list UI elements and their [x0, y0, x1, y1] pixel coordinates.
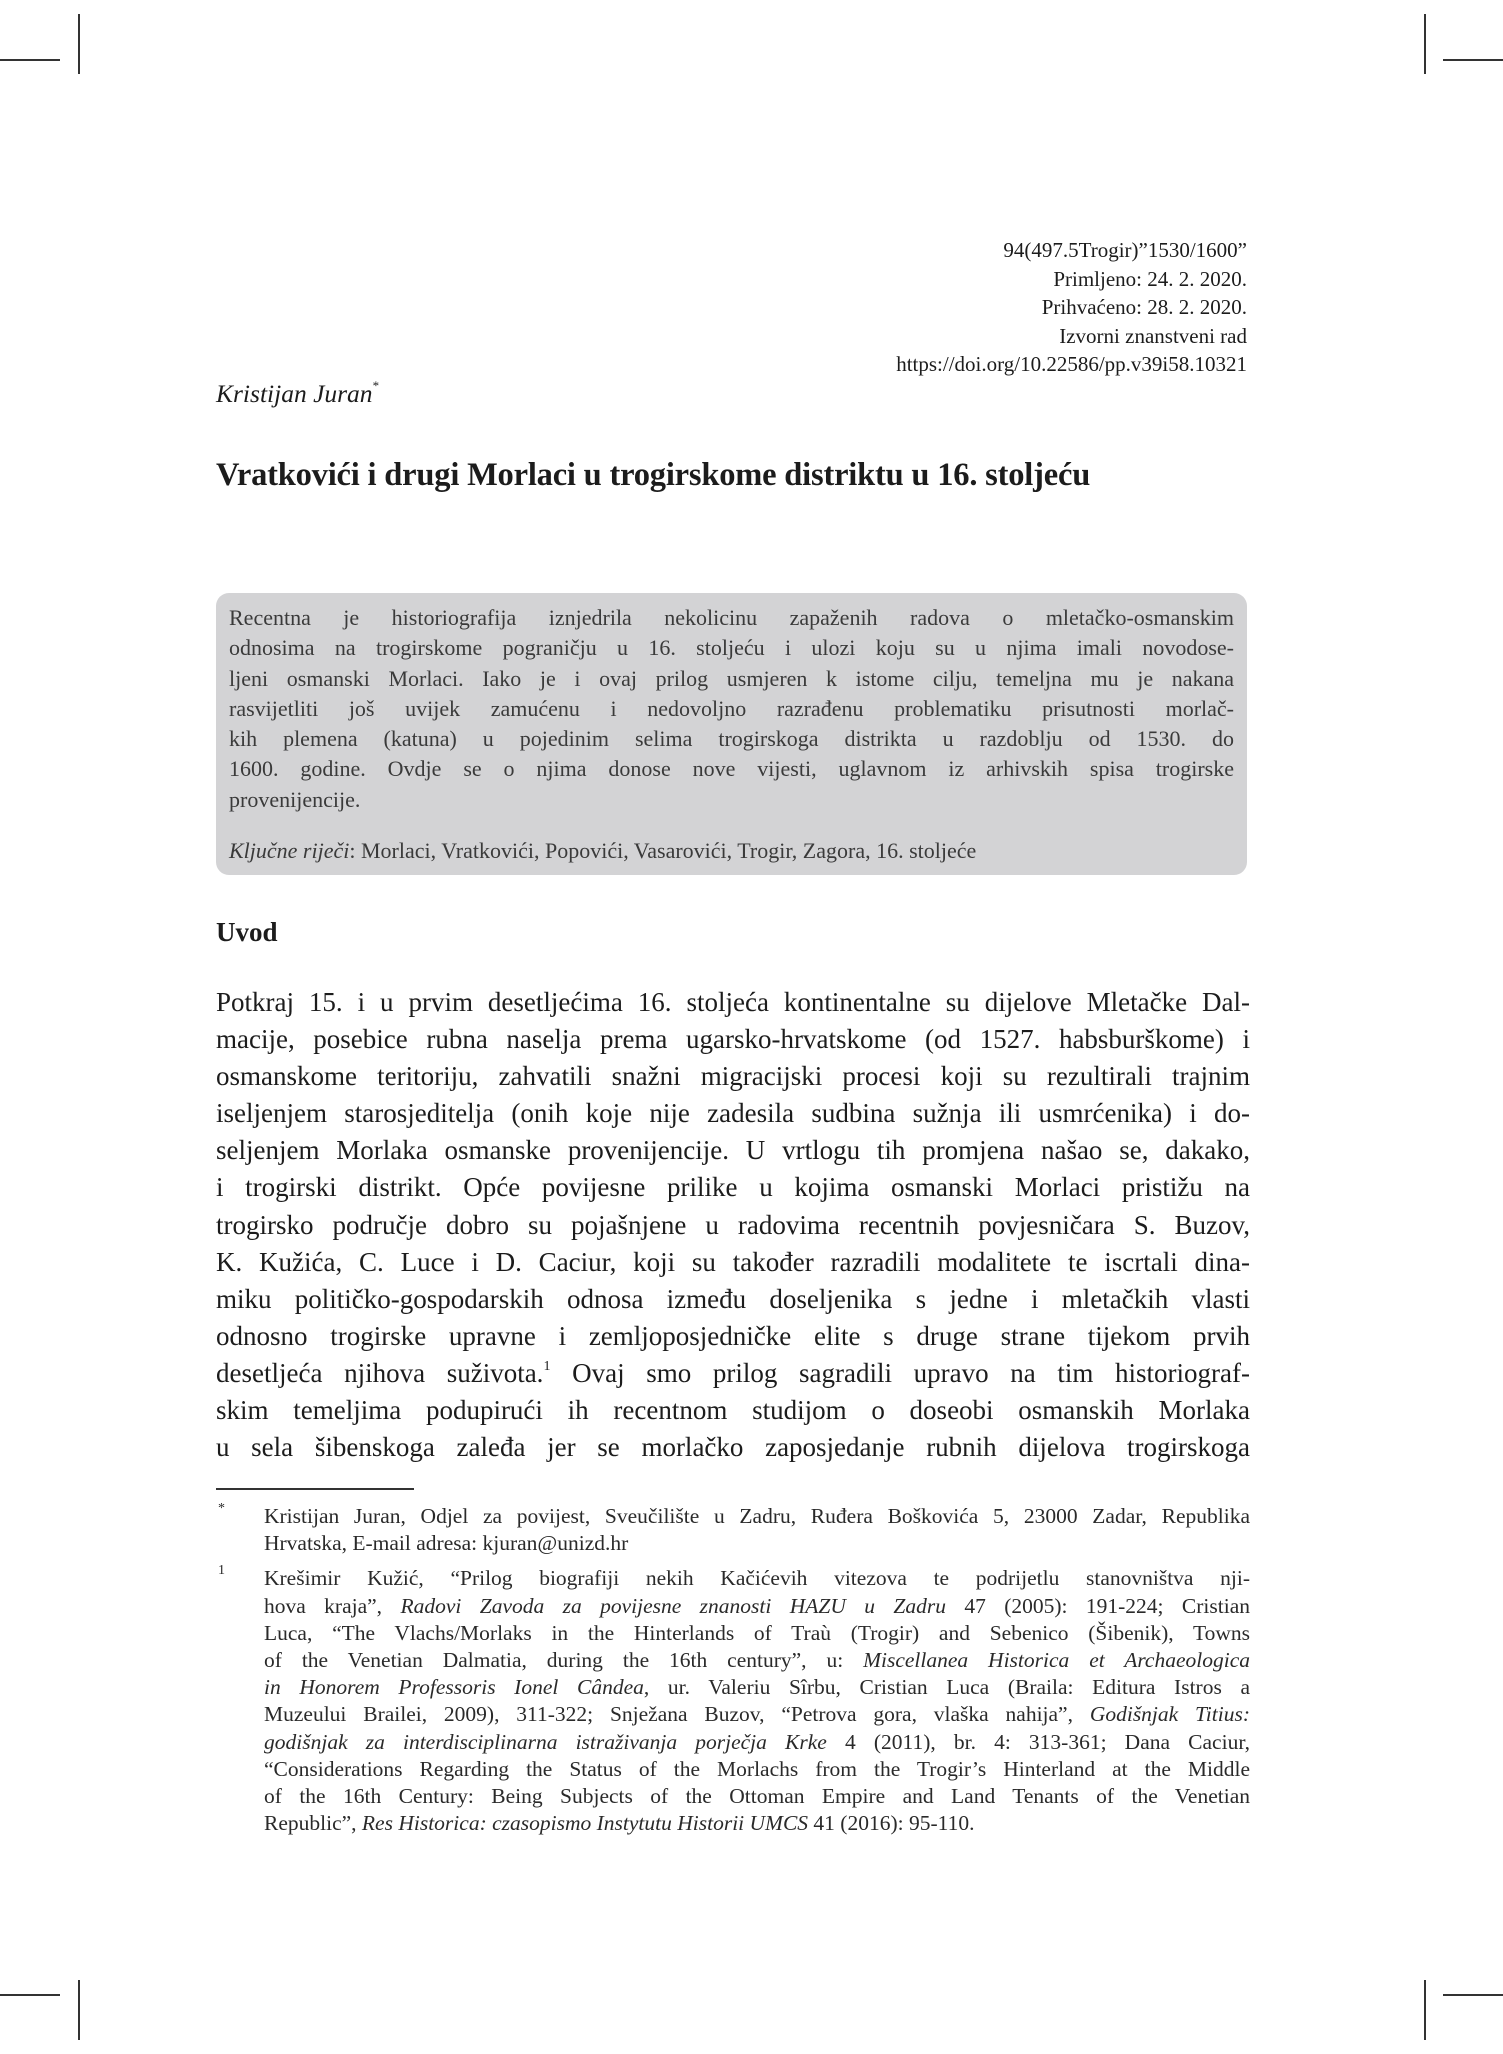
body-line	[216, 1355, 1250, 1392]
crop-mark-top-right-horizontal	[1443, 59, 1503, 61]
footnote-reference[interactable]: 1	[543, 1358, 551, 1374]
author-name	[216, 378, 379, 409]
footnote-line	[264, 1701, 1250, 1728]
footnote-italic-segment: godišnjak za interdisciplinarna istraživanja porječja Krke	[264, 1729, 827, 1754]
footnote-line: Luca, “The Vlachs/Morlaks in the Hinterlands of Traù (Trogir) and Sebenico (Šibenik), Towns	[264, 1620, 1250, 1645]
footnote-line	[264, 1810, 1250, 1837]
crop-mark-bottom-right-vertical	[1424, 1980, 1426, 2040]
paper-type: Izvorni znanstveni rad	[1059, 323, 1247, 348]
crop-mark-top-right-vertical	[1424, 14, 1426, 74]
footnote-italic-segment: in Honorem Professoris Ionel Cândea	[264, 1675, 644, 1700]
footnote-segment: Republic”,	[264, 1811, 362, 1836]
body-line: osmanskome teritoriju, zahvatili snažni migracijski procesi koji su rezultirali trajnim	[216, 1061, 1250, 1092]
footnote-line: of the 16th Century: Being Subjects of the Ottoman Empire and Land Tenants of the Venetian	[264, 1783, 1250, 1808]
footnote-mark: 1	[218, 1563, 225, 1579]
footnote-segment: 47 (2005): 191-224; Cristian	[945, 1593, 1250, 1618]
accepted-date: Prihvaćeno: 28. 2. 2020.	[1041, 295, 1247, 319]
body-text-segment: desetljeća njihova suživota.	[216, 1357, 544, 1388]
footnote-segment: Muzeului Brailei, 2009), 311-322; Snježana Buzov, “Petrova gora, vlaška nahija”,	[264, 1702, 1090, 1727]
body-line: miku političko-gospodarskih odnosa između doseljenika s jedne i mletačkih vlasti	[216, 1283, 1250, 1314]
footnote-line: Hrvatska, E-mail adresa: kjuran@unizd.hr	[264, 1531, 629, 1556]
keywords	[229, 836, 1234, 866]
footnote-line: Krešimir Kužić, “Prilog biografiji nekih Kačićevih vitezova te podrijetlu stanovništva nji-	[264, 1566, 1250, 1591]
abstract-line: Recentna je historiografija iznjedrila nekolicinu zapaženih radova o mletačko-osmanskim	[229, 605, 1234, 630]
footnote-line	[264, 1593, 1250, 1620]
body-line: i trogirski distrikt. Opće povijesne prilike u kojima osmanski Morlaci pristižu na	[216, 1172, 1250, 1203]
udc-code: 94(497.5Trogir)”1530/1600”	[1003, 238, 1247, 262]
author-footnote-mark: *	[372, 378, 380, 393]
abstract-line: rasvijetliti još uvijek zamućenu i nedovoljno razrađenu problematiku prisutnosti morlač-	[229, 695, 1234, 721]
article-title: Vratkovići i drugi Morlaci u trogirskome distriktu u 16. stoljeću	[216, 457, 1091, 493]
crop-mark-bottom-left-vertical	[78, 1980, 80, 2040]
crop-mark-top-left-horizontal	[0, 59, 60, 61]
footnote-italic-segment: Res Historica: czasopismo Instytutu Historii UMCS	[361, 1811, 809, 1836]
keywords-list: : Morlaci, Vratkovići, Popovići, Vasarovići, Trogir, Zagora, 16. stoljeće	[349, 838, 977, 864]
body-line: macije, posebice rubna naselja prema ugarsko-hrvatskome (od 1527. habsburškome) i	[216, 1024, 1250, 1055]
abstract-line: odnosima na trogirskome pograničju u 16. stoljeću i ulozi koju su u njima imali novodose-	[229, 635, 1234, 661]
keywords-label: Ključne riječi	[229, 838, 350, 864]
body-line: K. Kužića, C. Luce i D. Caciur, koji su također razradili modalitete te iscrtali dina-	[216, 1246, 1250, 1277]
footnote-segment: hova kraja”,	[264, 1593, 401, 1618]
abstract-line: kih plemena (katuna) u pojedinim selima trogirskoga distrikta u razdoblju od 1530. do	[229, 726, 1234, 752]
abstract-line: provenijencije.	[229, 786, 361, 812]
crop-mark-bottom-left-horizontal	[0, 1994, 60, 1996]
footnote-line	[264, 1674, 1250, 1701]
footnote-italic-segment: Godišnjak Titius:	[1089, 1702, 1250, 1727]
crop-mark-bottom-right-horizontal	[1443, 1994, 1503, 1996]
doi-link[interactable]: https://doi.org/10.22586/pp.v39i58.10321	[896, 352, 1247, 376]
footnote-mark: *	[218, 1501, 225, 1516]
footnote-line	[264, 1729, 1250, 1756]
body-line: trogirsko područje dobro su pojašnjene u radovima recentnih povjesničara S. Buzov,	[216, 1209, 1250, 1240]
footnotes	[216, 1503, 1250, 1845]
body-line: seljenjem Morlaka osmanske provenijencije. U vrtlogu tih promjena našao se, dakako,	[216, 1135, 1250, 1166]
footnote-italic-segment: Miscellanea Historica et Archaeologica	[863, 1647, 1250, 1672]
body-line: Potkraj 15. i u prvim desetljećima 16. stoljeća kontinentalne su dijelove Mletačke Dal-	[216, 987, 1250, 1017]
article-metadata	[896, 236, 1247, 379]
abstract-line: 1600. godine. Ovdje se o njima donose nove vijesti, uglavnom iz arhivskih spisa trogirske	[229, 756, 1234, 782]
body-line: skim temeljima podupirući ih recentnom studijom o doseobi osmanskih Morlaka	[216, 1395, 1250, 1426]
received-date: Primljeno: 24. 2. 2020.	[1053, 266, 1247, 291]
footnote-line: Kristijan Juran, Odjel za povijest, Sveučilište u Zadru, Ruđera Boškovića 5, 23000 Zadar, Republika	[264, 1504, 1250, 1528]
body-text-segment: Ovaj smo prilog sagradili upravo na tim historiograf-	[550, 1357, 1250, 1388]
footnote-author	[216, 1503, 1250, 1557]
footnote-segment: 41 (2016): 95-110.	[808, 1811, 975, 1836]
footnote-segment: , ur. Valeriu Sîrbu, Cristian Luca (Braila: Editura Istros a	[643, 1675, 1250, 1700]
footnote-line	[264, 1647, 1250, 1674]
crop-mark-top-left-vertical	[78, 14, 80, 74]
abstract-box	[216, 593, 1247, 875]
footnote-1	[216, 1565, 1250, 1837]
body-line: u sela šibenskoga zaleđa jer se morlačko zaposjedanje rubnih dijelova trogirskoga	[216, 1432, 1250, 1463]
body-paragraph	[216, 984, 1250, 1466]
section-heading: Uvod	[216, 917, 278, 947]
footnote-line: “Considerations Regarding the Status of the Morlachs from the Trogir’s Hinterland at the Middle	[264, 1756, 1250, 1781]
author-name-text: Kristijan Juran	[216, 379, 373, 408]
body-line: odnosno trogirske upravne i zemljoposjedničke elite s druge strane tijekom prvih	[216, 1320, 1250, 1351]
footnote-segment: 4 (2011), br. 4: 313-361; Dana Caciur,	[826, 1729, 1250, 1754]
body-line: iseljenjem starosjeditelja (onih koje nije zadesila sudbina sužnja ili usmrćenika) i do-	[216, 1098, 1250, 1129]
footnote-segment: of the Venetian Dalmatia, during the 16th century”, u:	[264, 1647, 864, 1672]
footnote-divider	[216, 1488, 414, 1490]
abstract-line: ljeni osmanski Morlaci. Iako je i ovaj prilog usmjeren k istome cilju, temeljna mu je nakana	[229, 665, 1234, 691]
footnote-italic-segment: Radovi Zavoda za povijesne znanosti HAZU u Zadru	[400, 1593, 946, 1618]
